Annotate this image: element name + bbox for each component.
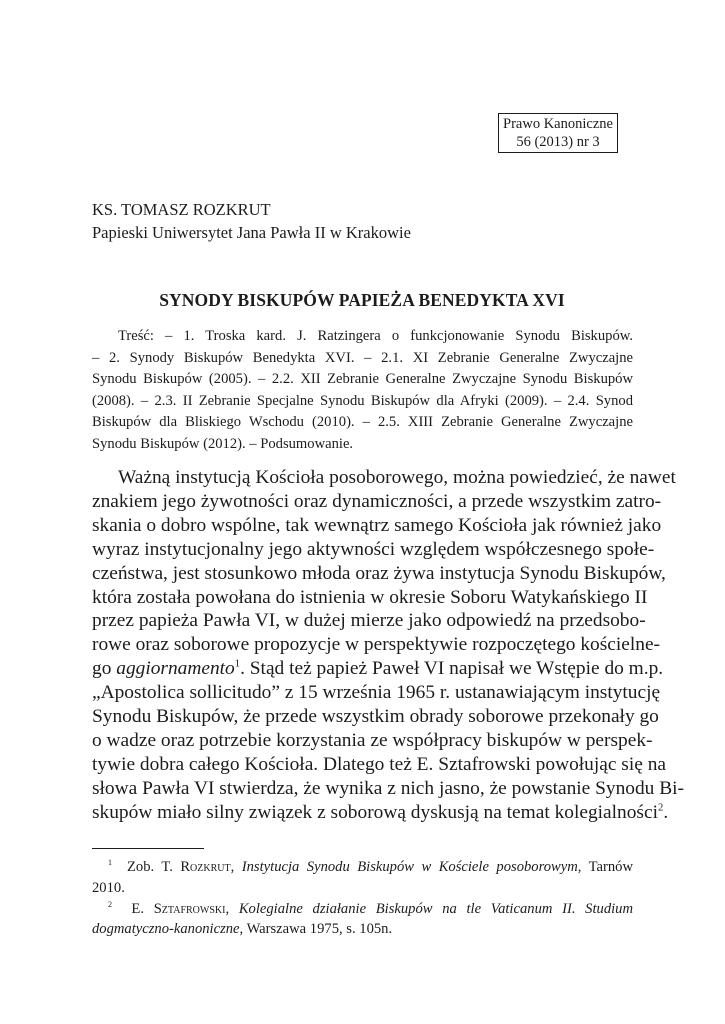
body-line: przez papieża Pawła VI, w dużej mierze jako odpowiedź na przedsobo- [92, 610, 646, 632]
toc-line: Synodu Biskupów (2005). – 2.2. XII Zebranie Generalne Zwyczajne Synodu Biskupów [92, 371, 633, 388]
footnote-1: $^1$ Zob. T. Rozkrut, Instytucja Synodu Biskupów w Kościele posoborowym, Tarnów [108, 858, 634, 875]
body-line: która została powołana do istnienia w okresie Soboru Watykańskiego II [92, 586, 648, 608]
toc-line: Synodu Biskupów (2012). – Podsumowanie. [92, 435, 354, 452]
body-paragraph [92, 466, 684, 825]
footnote-title: Kolegialne działanie Biskupów na tle Vaticanum II. Studium [238, 900, 634, 917]
footnote-title: dogmatyczno-kanoniczne [92, 921, 240, 938]
toc-line: Treść: – 1. Troska kard. J. Ratzingera o funkcjonowanie Synodu Biskupów. [118, 328, 633, 344]
author-name: KS. TOMASZ ROZKRUT [92, 200, 271, 219]
footnotes [92, 857, 633, 940]
italic-term: aggiornamento [116, 658, 235, 680]
footnote-2: $^2$ E. Sztafrowski, Kolegialne działanie Biskupów na tle Vaticanum II. Studium [108, 899, 634, 917]
body-line: Ważną instytucją Kościoła posoborowego, można powiedzieć, że nawet [118, 467, 676, 488]
author-block [92, 198, 411, 244]
footnote-number: 2 [108, 899, 113, 909]
footnote-ref-1[interactable]: 1 [234, 657, 241, 670]
footnote-divider [92, 848, 204, 849]
toc-line: (2008). – 2.3. II Zebranie Specjalne Synodu Biskupów dla Afryki (2009). – 2.4. Synod [92, 392, 633, 409]
article-title: SYNODY BISKUPÓW PAPIEŻA BENEDYKTA XVI [159, 290, 565, 310]
body-line: o wadze oraz potrzebie korzystania ze współpracy biskupów w perspek- [92, 729, 653, 751]
toc-line: Biskupów dla Bliskiego Wschodu (2010). – 2.5. XIII Zebranie Generalne Zwyczajne [92, 414, 633, 431]
body-line: Synodu Biskupów, że przede wszystkim obrady soborowe przekonały go [92, 706, 659, 728]
body-line: słowa Pawła VI stwierdza, że wynika z nich jasno, że powstanie Synodu Bi- [92, 777, 684, 799]
journal-name: Prawo Kanoniczne [503, 116, 613, 132]
body-line: tywie dobra całego Kościoła. Dlatego też E. Sztafrowski powołując się na [92, 753, 666, 775]
footnote-2-cont: dogmatyczno-kanoniczne, Warszawa 1975, s. 105n. [92, 921, 393, 938]
footnote-number: 1 [108, 858, 113, 868]
journal-citation-box [498, 113, 618, 153]
body-line: „Apostolica sollicitudo” z 15 września 1965 r. ustanawiającym instytucję [92, 682, 661, 704]
journal-volume: 56 (2013) nr 3 [516, 134, 600, 150]
body-line: skupów miało silny związek z soborową dyskusją na temat kolegialności$^2$. [92, 801, 669, 823]
table-of-contents [92, 326, 633, 456]
body-line: wyraz instytucjonalny jego aktywności względem współczesnego społe- [92, 538, 655, 560]
body-line: go aggiornamento$^1$. Stąd też papież Paweł VI napisał we Wstępie do m.p. [92, 657, 664, 680]
body-line: skania o dobro wspólne, tak wewnątrz samego Kościoła jak również jako [92, 514, 662, 536]
author-affiliation: Papieski Uniwersytet Jana Pawła II w Krakowie [92, 223, 411, 242]
footnote-author: Sztafrowski [153, 900, 226, 917]
body-line: rowe oraz soborowe propozycje w perspektywie rozpoczętego kościelne- [92, 634, 661, 656]
footnote-ref-2[interactable]: 2 [657, 801, 664, 814]
body-line: znakiem jego żywotności oraz dynamiczności, a przede wszystkim zatro- [92, 490, 662, 512]
footnote-author: Rozkrut [180, 859, 231, 875]
footnote-title: Instytucja Synodu Biskupów w Kościele posoborowym [241, 859, 578, 875]
footnote-1-cont: 2010. [92, 879, 125, 896]
toc-line: – 2. Synody Biskupów Benedykta XVI. – 2.1. XI Zebranie Generalne Zwyczajne [92, 349, 633, 366]
body-line: czeństwa, jest stosunkowo młoda oraz żywa instytucja Synodu Biskupów, [92, 562, 666, 584]
